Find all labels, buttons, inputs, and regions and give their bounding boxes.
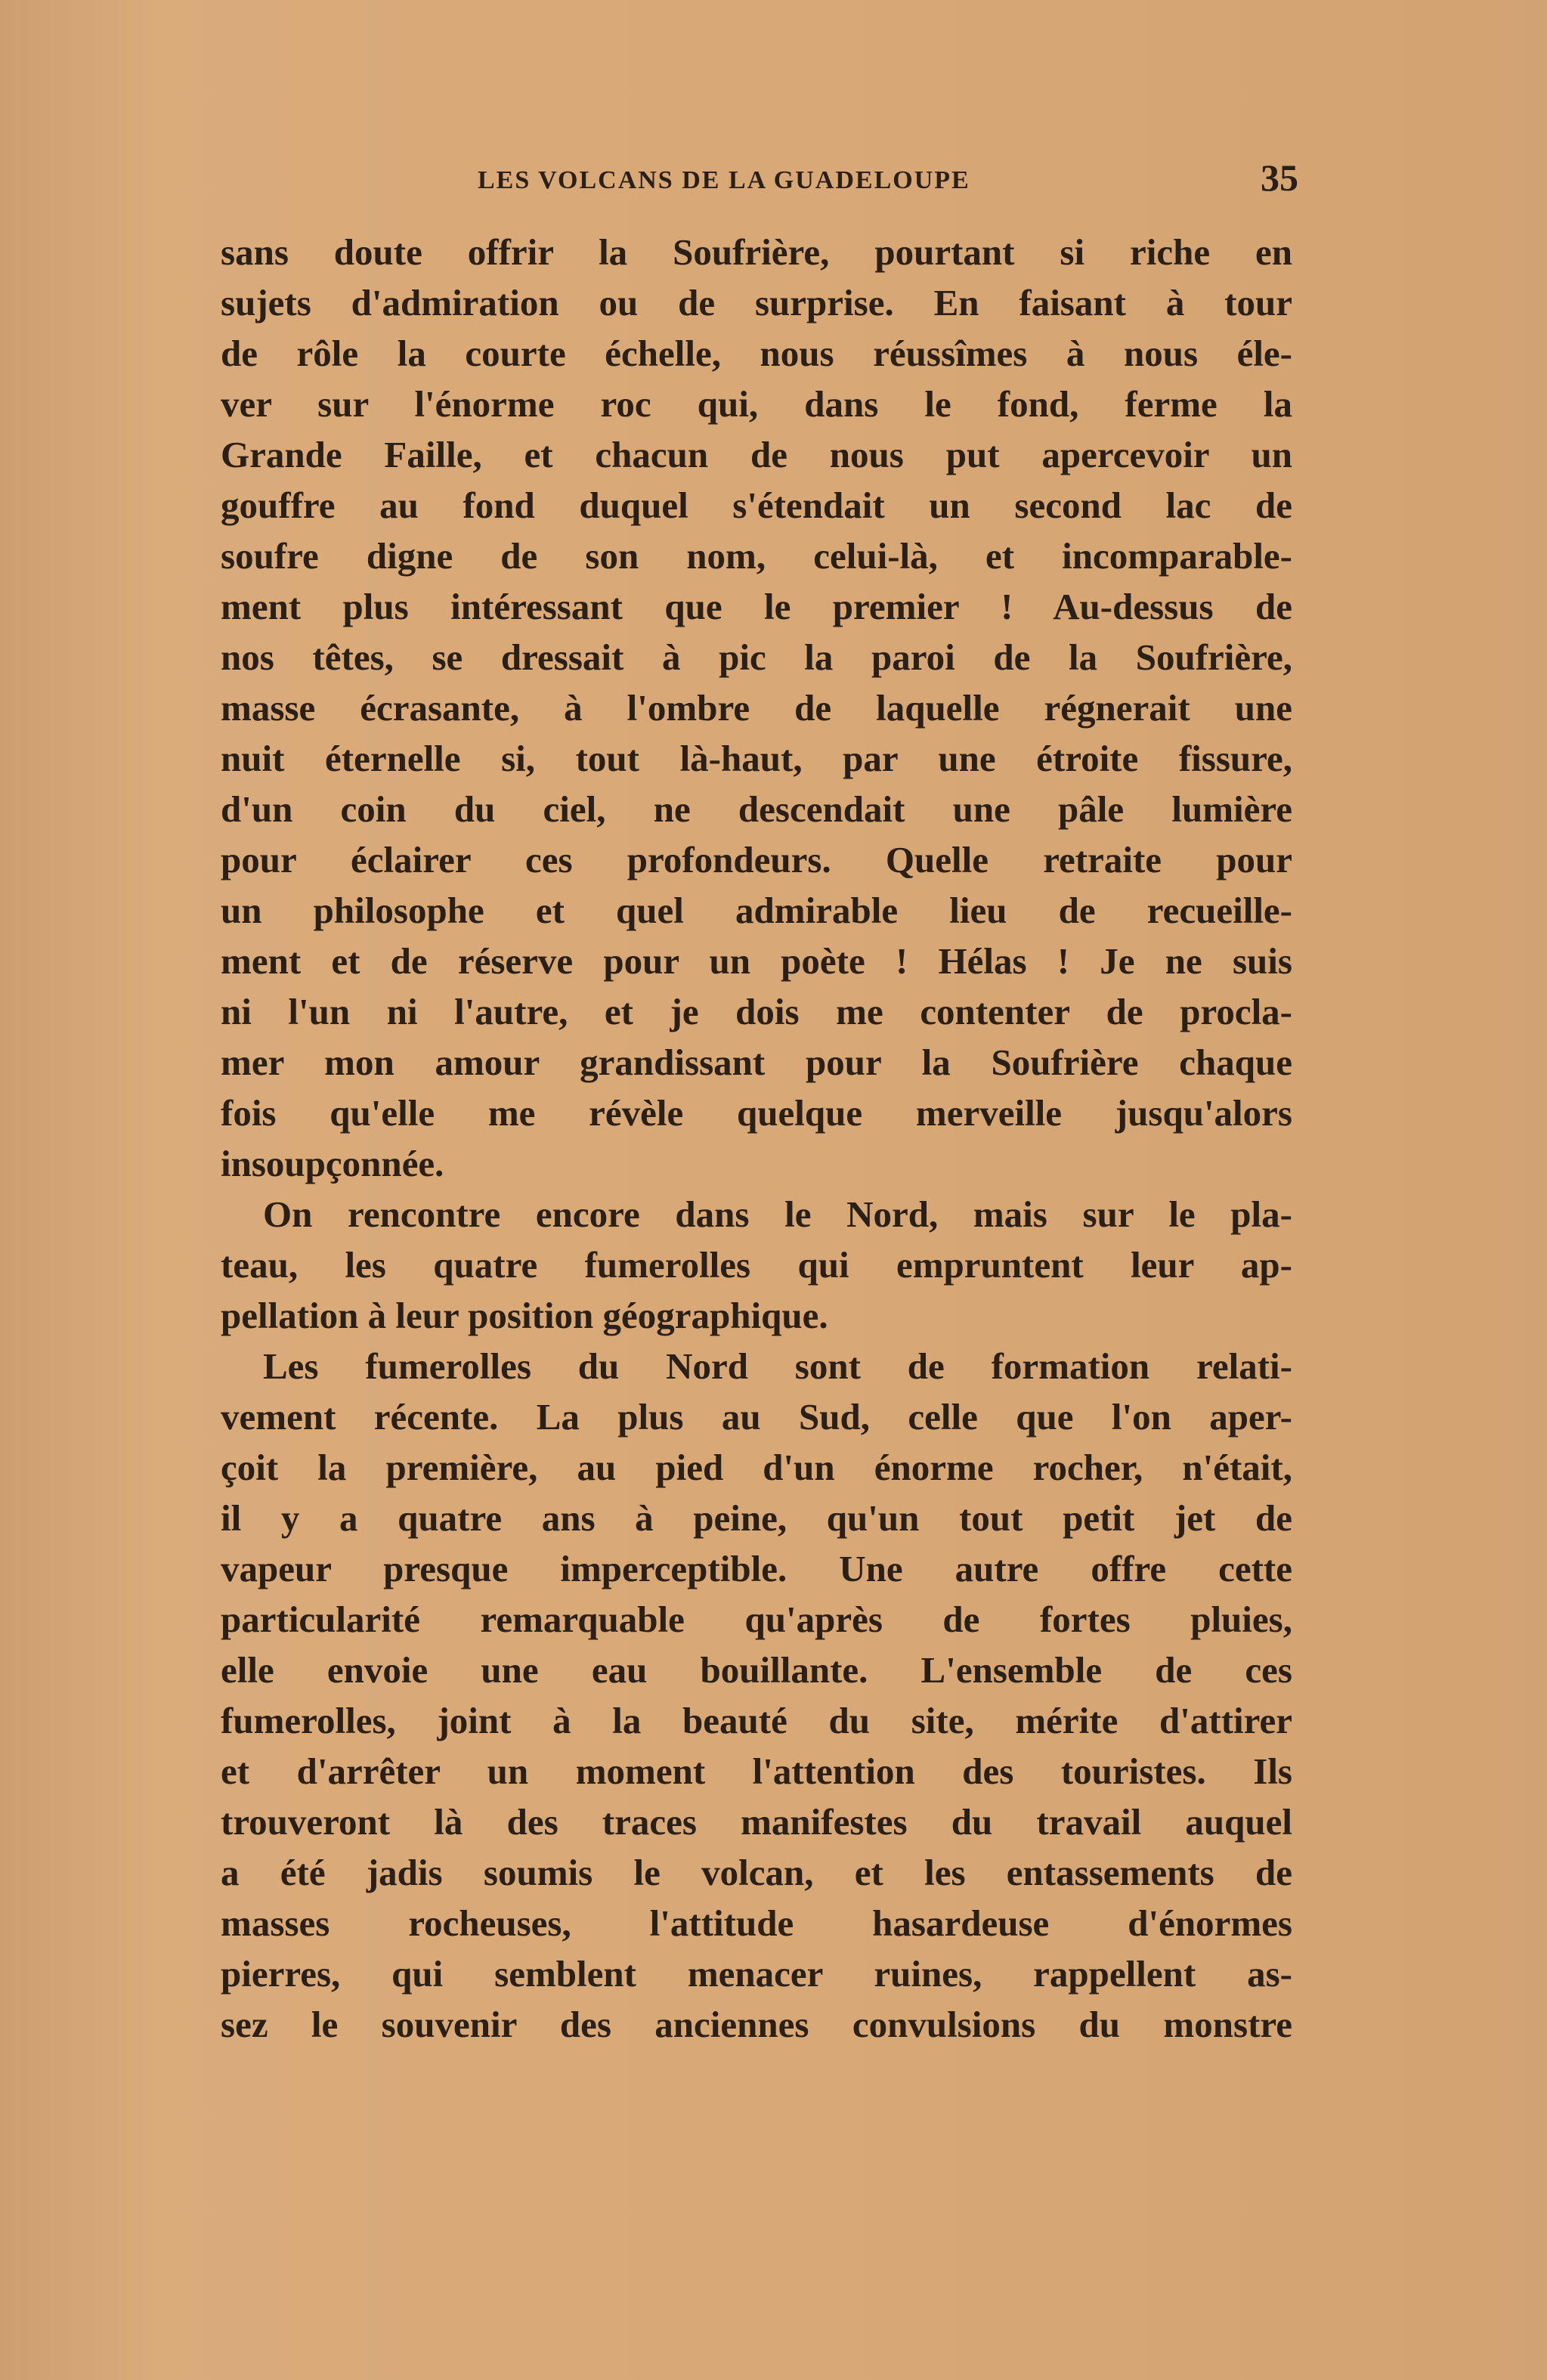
- text-line: d'un coin du ciel, ne descendait une pâle lumière: [221, 788, 1292, 830]
- text-line: teau, les quatre fumerolles qui empruntent leur ap-: [221, 1244, 1292, 1286]
- text-line: mer mon amour grandissant pour la Soufrière chaque: [221, 1041, 1292, 1083]
- text-line: Les fumerolles du Nord sont de formation relati-: [263, 1345, 1292, 1387]
- text-line: pour éclairer ces profondeurs. Quelle retraite pour: [221, 839, 1292, 881]
- text-line: ment plus intéressant que le premier ! Au-dessus de: [221, 586, 1292, 627]
- text-line: gouffre au fond duquel s'étendait un second lac de: [221, 484, 1292, 526]
- text-line: insoupçonnée.: [221, 1143, 444, 1184]
- text-line: sans doute offrir la Soufrière, pourtant si riche en: [221, 231, 1292, 273]
- text-line: fois qu'elle me révèle quelque merveille jusqu'alors: [221, 1092, 1292, 1134]
- text-line: elle envoie une eau bouillante. L'ensemble de ces: [221, 1649, 1292, 1691]
- paragraph: [221, 1341, 1292, 2050]
- text-line: nuit éternelle si, tout là-haut, par une étroite fissure,: [221, 738, 1292, 779]
- page-body-text: [221, 227, 1292, 2050]
- text-line: un philosophe et quel admirable lieu de recueille-: [221, 890, 1292, 931]
- text-line: ver sur l'énorme roc qui, dans le fond, ferme la: [221, 383, 1292, 425]
- text-line: masses rocheuses, l'attitude hasardeuse d'énormes: [221, 1902, 1292, 1944]
- text-line: a été jadis soumis le volcan, et les entassements de: [221, 1852, 1292, 1893]
- text-line: masse écrasante, à l'ombre de laquelle régnerait une: [221, 687, 1292, 729]
- text-line: trouveront là des traces manifestes du travail auquel: [221, 1801, 1292, 1843]
- text-line: Grande Faille, et chacun de nous put apercevoir un: [221, 434, 1292, 475]
- text-line: il y a quatre ans à peine, qu'un tout petit jet de: [221, 1497, 1292, 1539]
- page-number: 35: [1261, 156, 1298, 199]
- text-line: nos têtes, se dressait à pic la paroi de la Soufrière,: [221, 636, 1292, 678]
- text-line: pellation à leur position géographique.: [221, 1295, 828, 1336]
- running-title: LES VOLCANS DE LA GUADELOUPE: [478, 166, 970, 194]
- text-line: de rôle la courte échelle, nous réussîmes à nous éle-: [221, 333, 1292, 374]
- text-line: pierres, qui semblent menacer ruines, rappellent as-: [221, 1953, 1292, 1995]
- text-line: ment et de réserve pour un poète ! Hélas ! Je ne suis: [221, 940, 1292, 982]
- text-line: sujets d'admiration ou de surprise. En faisant à tour: [221, 282, 1292, 323]
- page-header: [221, 156, 1298, 199]
- text-line: vement récente. La plus au Sud, celle que l'on aper-: [221, 1396, 1292, 1438]
- text-line: vapeur presque imperceptible. Une autre offre cette: [221, 1548, 1292, 1589]
- text-line: çoit la première, au pied d'un énorme rocher, n'était,: [221, 1447, 1292, 1488]
- text-line: fumerolles, joint à la beauté du site, mérite d'attirer: [221, 1700, 1292, 1741]
- text-line: sez le souvenir des anciennes convulsions du monstre: [221, 2004, 1292, 2045]
- paragraph: [221, 1189, 1292, 1341]
- text-line: soufre digne de son nom, celui-là, et incomparable-: [221, 535, 1292, 577]
- text-line: On rencontre encore dans le Nord, mais sur le pla-: [263, 1193, 1292, 1235]
- text-line: et d'arrêter un moment l'attention des touristes. Ils: [221, 1750, 1292, 1792]
- text-line: ni l'un ni l'autre, et je dois me contenter de procla-: [221, 991, 1292, 1032]
- text-line: particularité remarquable qu'après de fortes pluies,: [221, 1599, 1292, 1640]
- paragraph: [221, 227, 1292, 1189]
